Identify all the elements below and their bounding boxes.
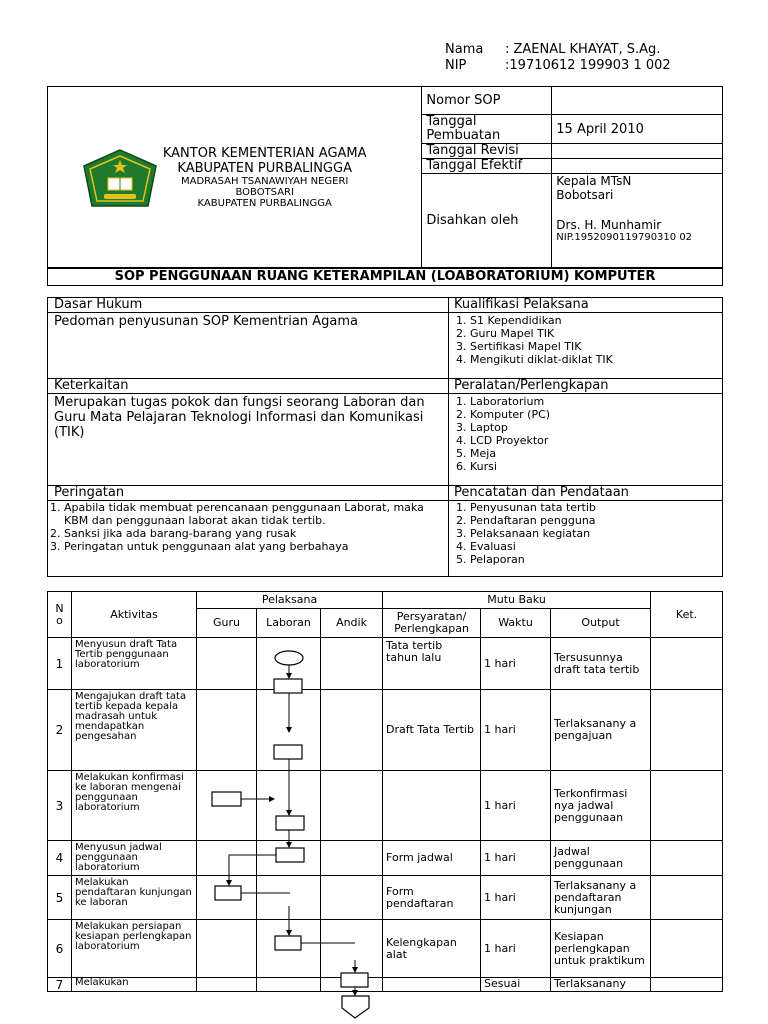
row-persyaratan — [383, 978, 481, 992]
tanggal-revisi-label: Tanggal Revisi — [422, 144, 552, 159]
pencatatan-item: 5. Pelaporan — [470, 553, 722, 566]
col-mutu-baku: Mutu Baku — [383, 592, 651, 609]
disahkan-nip: NIP.1952090119790310 02 — [556, 232, 693, 243]
pencatatan-item: 2. Pendaftaran pengguna — [470, 514, 722, 527]
col-waktu: Waktu — [481, 609, 551, 638]
table-row — [48, 978, 723, 992]
dasar-hukum-label: Dasar Hukum — [48, 298, 448, 313]
row-aktivitas: Melakukan konfirmasi ke laboran mengenai penggunaan laboratorium — [72, 771, 197, 841]
kualifikasi-list — [448, 314, 722, 366]
activity-table — [47, 591, 723, 992]
peringatan-item: 1. Apabila tidak membuat perencanaan penggunaan Laborat, maka KBM dan penggunaan laborat akan tidak tertib. — [64, 501, 448, 527]
row-waktu: 1 hari — [481, 841, 551, 876]
row-aktivitas: Menyusun draft Tata Tertib penggunaan laboratorium — [72, 638, 197, 690]
col-pelaksana: Pelaksana — [197, 592, 383, 609]
row-waktu: Sesuai — [481, 978, 551, 992]
row-no: 5 — [48, 876, 72, 920]
disahkan-line2: Bobotsari — [556, 188, 614, 202]
col-output: Output — [551, 609, 651, 638]
tanggal-pembuatan-label: Tanggal Pembuatan — [422, 115, 552, 144]
table-row — [48, 920, 723, 978]
institution-line2: KABUPATEN PURBALINGGA — [177, 160, 352, 176]
row-waktu: 1 hari — [481, 876, 551, 920]
info-right-column — [448, 298, 722, 576]
institution-line3: MADRASAH TSANAWIYAH NEGERI — [181, 175, 349, 187]
row-no: 7 — [48, 978, 72, 992]
row-persyaratan: Form pendaftaran — [383, 876, 481, 920]
peralatan-item: 3. Laptop — [470, 421, 722, 434]
row-aktivitas: Melakukan pendaftaran kunjungan ke laboran — [72, 876, 197, 920]
institution-line1: KANTOR KEMENTERIAN AGAMA — [162, 145, 367, 161]
row-persyaratan: Draft Tata Tertib — [383, 690, 481, 771]
identity-block — [445, 42, 671, 74]
row-no: 2 — [48, 690, 72, 771]
disahkan-label: Disahkan oleh — [422, 174, 552, 268]
col-guru: Guru — [197, 609, 257, 638]
tanggal-efektif-label: Tanggal Efektif — [422, 159, 552, 174]
row-aktivitas: Mengajukan draft tata tertib kepada kepala madrasah untuk mendapatkan pengesahan — [72, 690, 197, 771]
flow-offpage-connector — [342, 996, 369, 1018]
kualifikasi-label: Kualifikasi Pelaksana — [448, 298, 722, 313]
sop-title: SOP PENGGUNAAN RUANG KETERAMPILAN (LOABORATORIUM) KOMPUTER — [47, 268, 723, 286]
peralatan-item: 5. Meja — [470, 447, 722, 460]
col-laboran: Laboran — [257, 609, 321, 638]
keterkaitan-label: Keterkaitan — [48, 379, 448, 394]
row-output: Kesiapan perlengkapan untuk praktikum — [551, 920, 651, 978]
nomor-sop-value — [552, 87, 723, 115]
table-row — [48, 638, 723, 690]
peralatan-item: 6. Kursi — [470, 460, 722, 473]
peralatan-item: 4. LCD Proyektor — [470, 434, 722, 447]
kualifikasi-item: 1. S1 Kependidikan — [470, 314, 722, 327]
col-no: N o — [48, 592, 72, 638]
row-no: 4 — [48, 841, 72, 876]
row-no: 6 — [48, 920, 72, 978]
peralatan-list — [448, 395, 722, 473]
disahkan-value — [552, 174, 723, 268]
institution-line4: BOBOTSARI — [235, 186, 294, 198]
keterkaitan-text: Merupakan tugas pokok dan fungsi seorang Laboran dan Guru Mata Pelajaran Teknologi Informasi dan Komunikasi (TIK) — [54, 395, 425, 440]
row-output: Terkonfirmasi nya jadwal penggunaan — [551, 771, 651, 841]
pencatatan-item: 1. Penyusunan tata tertib — [470, 501, 722, 514]
pencatatan-item: 4. Evaluasi — [470, 540, 722, 553]
institution-line5: KABUPATEN PURBALINGGA — [197, 197, 332, 209]
tanggal-pembuatan-value: 15 April 2010 — [552, 115, 723, 144]
name-value: : ZAENAL KHAYAT, S.Ag. — [505, 42, 661, 57]
peralatan-item: 1. Laboratorium — [470, 395, 722, 408]
nip-value: :19710612 199903 1 002 — [505, 58, 671, 73]
col-persyaratan: Persyaratan/ Perlengkapan — [383, 609, 481, 638]
peringatan-item: 3. Peringatan untuk penggunaan alat yang berbahaya — [64, 540, 448, 553]
pencatatan-list — [448, 501, 722, 566]
row-aktivitas: Melakukan — [72, 978, 197, 992]
row-output: Terlaksanany — [551, 978, 651, 992]
table-row — [48, 690, 723, 771]
row-no: 1 — [48, 638, 72, 690]
pencatatan-item: 3. Pelaksanaan kegiatan — [470, 527, 722, 540]
disahkan-name: Drs. H. Munhamir — [556, 218, 662, 232]
name-key: Nama — [445, 42, 484, 57]
col-andik: Andik — [321, 609, 383, 638]
table-row — [48, 841, 723, 876]
row-aktivitas: Menyusun jadwal penggunaan laboratorium — [72, 841, 197, 876]
row-persyaratan: Form jadwal — [383, 841, 481, 876]
row-aktivitas: Melakukan persiapan kesiapan perlengkapan laboratorium — [72, 920, 197, 978]
peringatan-label: Peringatan — [48, 486, 448, 501]
row-output: Tersusunnya draft tata tertib — [551, 638, 651, 690]
row-persyaratan: Tata tertib tahun lalu — [383, 638, 481, 690]
row-no: 3 — [48, 771, 72, 841]
table-row — [48, 771, 723, 841]
info-block — [47, 297, 723, 577]
info-left-column — [48, 298, 449, 576]
kualifikasi-item: 4. Mengikuti diklat-diklat TIK — [470, 353, 722, 366]
peralatan-label: Peralatan/Perlengkapan — [448, 379, 722, 394]
row-output: Terlaksanany a pengajuan — [551, 690, 651, 771]
tanggal-revisi-value — [552, 144, 723, 159]
row-waktu: 1 hari — [481, 690, 551, 771]
nip-key: NIP — [445, 58, 467, 73]
table-row — [48, 876, 723, 920]
nomor-sop-label: Nomor SOP — [422, 87, 552, 115]
kualifikasi-item: 3. Sertifikasi Mapel TIK — [470, 340, 722, 353]
row-persyaratan: Kelengkapan alat — [383, 920, 481, 978]
row-output: Terlaksanany a pendaftaran kunjungan — [551, 876, 651, 920]
pencatatan-label: Pencatatan dan Pendataan — [448, 486, 722, 501]
kualifikasi-item: 2. Guru Mapel TIK — [470, 327, 722, 340]
kemenag-logo — [80, 148, 160, 212]
row-waktu: 1 hari — [481, 771, 551, 841]
col-ket: Ket. — [651, 592, 723, 638]
row-waktu: 1 hari — [481, 920, 551, 978]
peralatan-item: 2. Komputer (PC) — [470, 408, 722, 421]
row-persyaratan — [383, 771, 481, 841]
peringatan-item: 2. Sanksi jika ada barang-barang yang rusak — [64, 527, 448, 540]
col-aktivitas: Aktivitas — [72, 592, 197, 638]
dasar-hukum-text: Pedoman penyusunan SOP Kementrian Agama — [54, 314, 358, 329]
tanggal-efektif-value — [552, 159, 723, 174]
row-waktu: 1 hari — [481, 638, 551, 690]
peringatan-list — [48, 501, 448, 553]
disahkan-line1: Kepala MTsN — [556, 174, 632, 188]
row-output: Jadwal penggunaan — [551, 841, 651, 876]
